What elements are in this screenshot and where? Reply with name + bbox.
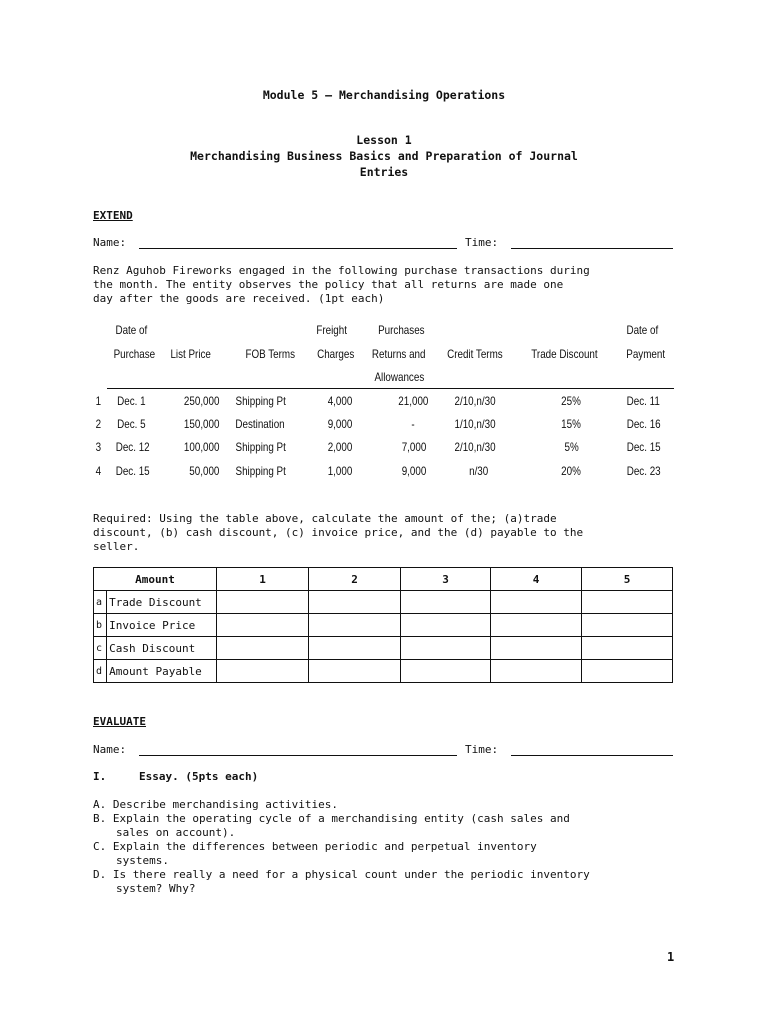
evaluate-time-label: Time: (465, 743, 499, 756)
header-fob-terms: FOB Terms (245, 347, 296, 361)
grid-answer-cell[interactable] (309, 614, 401, 637)
header-date-of-purchase-2: Purchase (113, 347, 156, 361)
grid-answer-cell[interactable] (309, 591, 401, 614)
question-letter: B. (93, 812, 107, 825)
intro-line: Renz Aguhob Fireworks engaged in the following purchase transactions during (93, 264, 590, 277)
cell-list-price: 100,000 (183, 440, 220, 454)
grid-row-letter: d (94, 660, 107, 683)
essay-questions (93, 798, 693, 896)
cell-returns: - (411, 417, 415, 431)
cell-payment: Dec. 15 (626, 440, 661, 454)
answer-grid (93, 567, 673, 683)
cell-fob: Shipping Pt (235, 440, 286, 454)
question-item (93, 840, 693, 854)
grid-row-label: Amount Payable (107, 660, 217, 683)
grid-row (94, 591, 673, 614)
grid-answer-cell[interactable] (217, 614, 309, 637)
question-item (93, 798, 693, 812)
essay-section-title: Essay. (5pts each) (139, 770, 259, 783)
grid-header-col: 3 (401, 568, 491, 591)
header-returns-1: Purchases (378, 323, 425, 337)
grid-answer-cell[interactable] (401, 660, 491, 683)
cell-freight: 4,000 (327, 394, 353, 408)
cell-returns: 9,000 (401, 464, 427, 478)
grid-header-amount: Amount (94, 568, 217, 591)
header-list-price: List Price (170, 347, 211, 361)
header-date-of-purchase-1: Date of (115, 323, 148, 337)
grid-answer-cell[interactable] (217, 591, 309, 614)
question-continuation: system? Why? (116, 882, 196, 895)
grid-header-col: 5 (582, 568, 673, 591)
cell-list-price: 250,000 (183, 394, 220, 408)
cell-trade: 5% (564, 440, 579, 454)
question-text: Is there really a need for a physical count under the periodic inventory (112, 868, 590, 881)
grid-row-letter: c (94, 637, 107, 660)
cell-freight: 1,000 (327, 464, 353, 478)
grid-answer-cell[interactable] (582, 614, 673, 637)
extend-time-field[interactable] (511, 238, 673, 249)
grid-row-letter: a (94, 591, 107, 614)
cell-freight: 9,000 (327, 417, 353, 431)
grid-row-label: Trade Discount (107, 591, 217, 614)
evaluate-name-label: Name: (93, 743, 127, 756)
grid-row-letter: b (94, 614, 107, 637)
cell-returns: 7,000 (401, 440, 427, 454)
evaluate-heading: EVALUATE (93, 715, 146, 728)
required-line: discount, (b) cash discount, (c) invoice price, and the (d) payable to the (93, 526, 584, 539)
header-trade-discount: Trade Discount (531, 347, 598, 361)
cell-list-price: 150,000 (183, 417, 220, 431)
question-text: Explain the differences between periodic and perpetual inventory (112, 840, 537, 853)
grid-answer-cell[interactable] (491, 660, 582, 683)
cell-fob: Shipping Pt (235, 464, 286, 478)
cell-fob: Shipping Pt (235, 394, 286, 408)
required-text (93, 512, 683, 554)
header-returns-2: Returns and (371, 347, 426, 361)
cell-date: Dec. 1 (117, 394, 146, 408)
grid-answer-cell[interactable] (309, 637, 401, 660)
required-line: seller. (93, 540, 140, 553)
question-item (93, 868, 693, 882)
grid-row (94, 614, 673, 637)
header-rule (107, 388, 674, 389)
cell-payment: Dec. 16 (626, 417, 661, 431)
grid-answer-cell[interactable] (491, 614, 582, 637)
header-credit-terms: Credit Terms (447, 347, 503, 361)
cell-returns: 21,000 (398, 394, 429, 408)
row-number: 4 (95, 464, 102, 478)
page-number: 1 (667, 950, 675, 964)
grid-answer-cell[interactable] (582, 591, 673, 614)
cell-credit: 2/10,n/30 (454, 394, 496, 408)
grid-answer-cell[interactable] (309, 660, 401, 683)
grid-answer-cell[interactable] (217, 660, 309, 683)
grid-answer-cell[interactable] (582, 637, 673, 660)
cell-credit: 2/10,n/30 (454, 440, 496, 454)
question-continuation: sales on account). (116, 826, 236, 839)
cell-list-price: 50,000 (189, 464, 220, 478)
grid-answer-cell[interactable] (491, 637, 582, 660)
extend-name-field[interactable] (139, 238, 457, 249)
module-title: Module 5 – Merchandising Operations (262, 88, 506, 102)
question-continuation: systems. (116, 854, 169, 867)
cell-fob: Destination (235, 417, 285, 431)
evaluate-time-field[interactable] (511, 745, 673, 756)
grid-row (94, 660, 673, 683)
cell-payment: Dec. 11 (626, 394, 660, 408)
evaluate-name-field[interactable] (139, 745, 457, 756)
lesson-number: Lesson 1 (356, 133, 412, 147)
cell-freight: 2,000 (327, 440, 353, 454)
question-letter: D. (93, 868, 107, 881)
question-letter: A. (93, 798, 107, 811)
grid-header-col: 2 (309, 568, 401, 591)
grid-answer-cell[interactable] (401, 591, 491, 614)
grid-answer-cell[interactable] (401, 637, 491, 660)
header-date-of-payment-1: Date of (626, 323, 659, 337)
grid-row-label: Invoice Price (107, 614, 217, 637)
question-text: Explain the operating cycle of a merchandising entity (cash sales and (112, 812, 570, 825)
cell-date: Dec. 5 (117, 417, 146, 431)
cell-trade: 25% (561, 394, 581, 408)
extend-intro (93, 264, 683, 306)
grid-header-col: 4 (491, 568, 582, 591)
extend-name-label: Name: (93, 236, 127, 249)
header-date-of-payment-2: Payment (626, 347, 666, 361)
question-text: Describe merchandising activities. (112, 798, 339, 811)
cell-trade: 20% (561, 464, 581, 478)
header-freight-2: Charges (317, 347, 355, 361)
question-item (93, 812, 693, 826)
extend-time-label: Time: (465, 236, 499, 249)
grid-answer-cell[interactable] (217, 637, 309, 660)
lesson-title-line1: Merchandising Business Basics and Preparation of Journal (190, 149, 578, 163)
grid-answer-cell[interactable] (401, 614, 491, 637)
cell-date: Dec. 12 (115, 440, 150, 454)
grid-row (94, 637, 673, 660)
cell-payment: Dec. 23 (626, 464, 661, 478)
required-line: Required: Using the table above, calculate the amount of the; (a)trade (93, 512, 557, 525)
row-number: 3 (95, 440, 102, 454)
row-number: 2 (95, 417, 102, 431)
grid-answer-cell[interactable] (582, 660, 673, 683)
extend-heading: EXTEND (93, 209, 133, 222)
question-letter: C. (93, 840, 107, 853)
header-returns-3: Allowances (374, 370, 425, 384)
grid-answer-cell[interactable] (491, 591, 582, 614)
cell-date: Dec. 15 (115, 464, 150, 478)
lesson-title-line2: Entries (359, 165, 409, 179)
intro-line: day after the goods are received. (1pt each) (93, 292, 385, 305)
essay-section-number: I. (93, 770, 107, 783)
cell-credit: n/30 (469, 464, 489, 478)
grid-header-col: 1 (217, 568, 309, 591)
cell-trade: 15% (561, 417, 581, 431)
header-freight-1: Freight (316, 323, 347, 337)
intro-line: the month. The entity observes the policy that all returns are made one (93, 278, 564, 291)
grid-row-label: Cash Discount (107, 637, 217, 660)
row-number: 1 (95, 394, 102, 408)
cell-credit: 1/10,n/30 (454, 417, 496, 431)
